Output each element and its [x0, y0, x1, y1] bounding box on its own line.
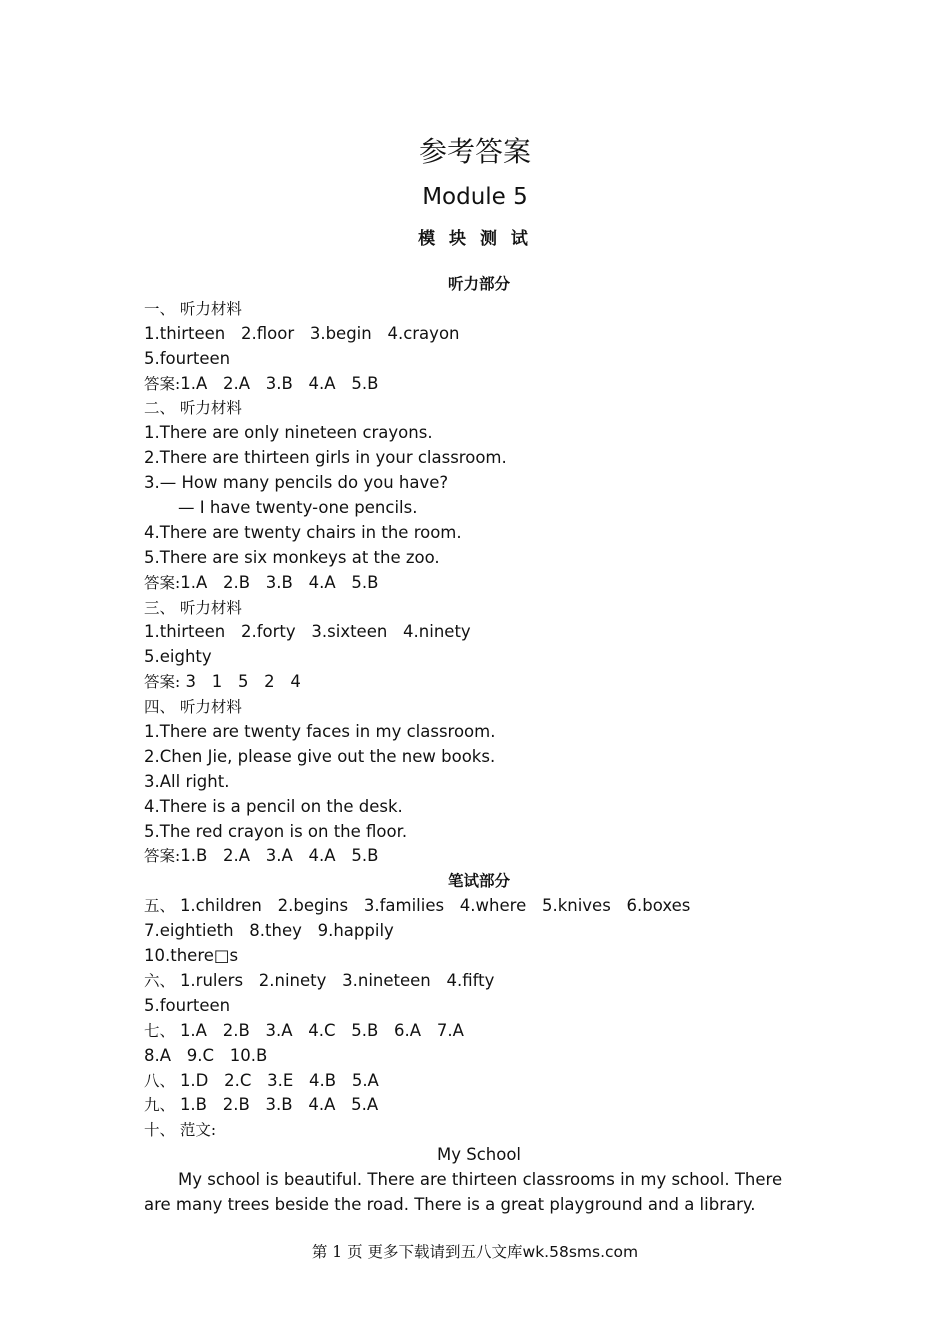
answer-line	[144, 944, 814, 969]
line-text: 1.thirteen 2.forty 3.sixteen 4.ninety	[144, 622, 471, 642]
answer-line	[144, 347, 814, 372]
module-title: Module 5	[422, 184, 528, 210]
answer-line	[144, 620, 814, 645]
writing-heading: 笔试部分	[447, 872, 510, 891]
essay-title: My School	[436, 1145, 522, 1165]
line-text: 10.there□s	[144, 946, 239, 966]
line-text: 1.B 2.A 3.A 4.A 5.B	[180, 846, 379, 866]
answer-line	[144, 322, 814, 347]
answer-line	[144, 596, 814, 621]
line-label: 答案:	[144, 573, 181, 592]
answer-line	[144, 571, 814, 596]
answer-line	[144, 446, 814, 471]
essay-paragraph: My school is beautiful. There are thirteen classrooms in my school. There are many trees beside the road. There is a great playground and a library.	[144, 1170, 783, 1214]
footer-site-link[interactable]: wk.58sms.com	[522, 1243, 639, 1261]
answer-line	[144, 994, 814, 1019]
answer-line	[144, 1019, 814, 1044]
answer-line	[144, 844, 814, 869]
line-text: 2.Chen Jie, please give out the new books.	[144, 746, 496, 766]
answer-line	[144, 645, 814, 670]
line-text: 4.There are twenty chairs in the room.	[144, 522, 462, 542]
line-label: 二、 听力材料	[144, 399, 242, 418]
line-text: 7.eightieth 8.they 9.happily	[144, 921, 394, 941]
line-text: 3 1 5 2 4	[180, 672, 301, 692]
line-text: 1.A 2.B 3.B 4.A 5.B	[180, 572, 379, 592]
line-text: 5.The red crayon is on the floor.	[144, 821, 408, 841]
line-text: 1.A 2.A 3.B 4.A 5.B	[180, 373, 379, 393]
answer-line	[144, 421, 814, 446]
line-text: 8.A 9.C 10.B	[144, 1045, 268, 1065]
answer-line	[144, 919, 814, 944]
answer-line	[144, 521, 814, 546]
answer-line	[144, 670, 814, 695]
line-text: 1.thirteen 2.floor 3.begin 4.crayon	[144, 323, 460, 343]
section-subtitle: 模 块 测 试	[418, 229, 532, 249]
answer-line	[144, 969, 814, 994]
line-text: 1.children 2.begins 3.families 4.where 5.knives 6.boxes	[179, 896, 691, 916]
line-text: 5.fourteen	[144, 348, 231, 368]
line-text: 5.fourteen	[144, 995, 231, 1015]
line-label: 八、	[144, 1071, 180, 1090]
answer-line	[144, 1118, 814, 1143]
answer-line	[144, 496, 814, 521]
line-text: 2.There are thirteen girls in your classroom.	[144, 448, 507, 468]
line-text: 5.eighty	[144, 647, 212, 667]
line-text: 1.B 2.B 3.B 4.A 5.A	[179, 1095, 379, 1115]
answer-line	[144, 372, 814, 397]
line-text: 5.There are six monkeys at the zoo.	[144, 547, 440, 567]
answer-lines	[144, 297, 814, 1168]
line-label: 十、 范文:	[144, 1121, 217, 1140]
answer-line	[144, 1044, 814, 1069]
listening-heading: 听力部分	[447, 275, 510, 293]
line-label: 一、 听力材料	[144, 299, 242, 318]
answer-line	[144, 795, 814, 820]
answer-line	[144, 745, 814, 770]
line-label: 九、	[144, 1096, 180, 1115]
line-label: 七、	[144, 1021, 180, 1040]
answer-line	[144, 770, 814, 795]
line-label: 五、	[144, 897, 180, 916]
answer-line	[144, 396, 814, 421]
line-text: 1.rulers 2.ninety 3.nineteen 4.fifty	[179, 970, 495, 990]
line-label: 三、 听力材料	[144, 598, 242, 617]
line-label: 答案:	[144, 374, 181, 393]
line-text: 1.A 2.B 3.A 4.C 5.B 6.A 7.A	[179, 1020, 464, 1040]
line-text: 3.— How many pencils do you have?	[144, 473, 449, 493]
line-text: 1.D 2.C 3.E 4.B 5.A	[179, 1070, 379, 1090]
answer-line	[144, 820, 814, 845]
answer-line	[144, 894, 814, 919]
answer-line	[144, 546, 814, 571]
line-text: 3.All right.	[144, 771, 230, 791]
answer-line	[144, 695, 814, 720]
page-footer	[0, 1240, 950, 1262]
line-text: — I have twenty-one pencils.	[178, 498, 418, 518]
answer-line	[144, 471, 814, 496]
page-title: 参考答案	[418, 135, 531, 168]
line-label: 答案:	[144, 847, 181, 866]
answer-line	[144, 1093, 814, 1118]
line-label: 六、	[144, 971, 180, 990]
line-text: 1.There are twenty faces in my classroom.	[144, 722, 496, 742]
footer-prefix: 第 1 页 更多下载请到五八文库	[311, 1243, 523, 1261]
line-label: 四、 听力材料	[144, 698, 242, 717]
answer-line	[144, 297, 814, 322]
line-label: 答案:	[144, 673, 181, 692]
line-text: 1.There are only nineteen crayons.	[144, 423, 433, 443]
answer-line	[144, 720, 814, 745]
answer-line	[144, 1069, 814, 1094]
answer-content	[144, 272, 814, 1218]
line-text: 4.There is a pencil on the desk.	[144, 796, 403, 816]
